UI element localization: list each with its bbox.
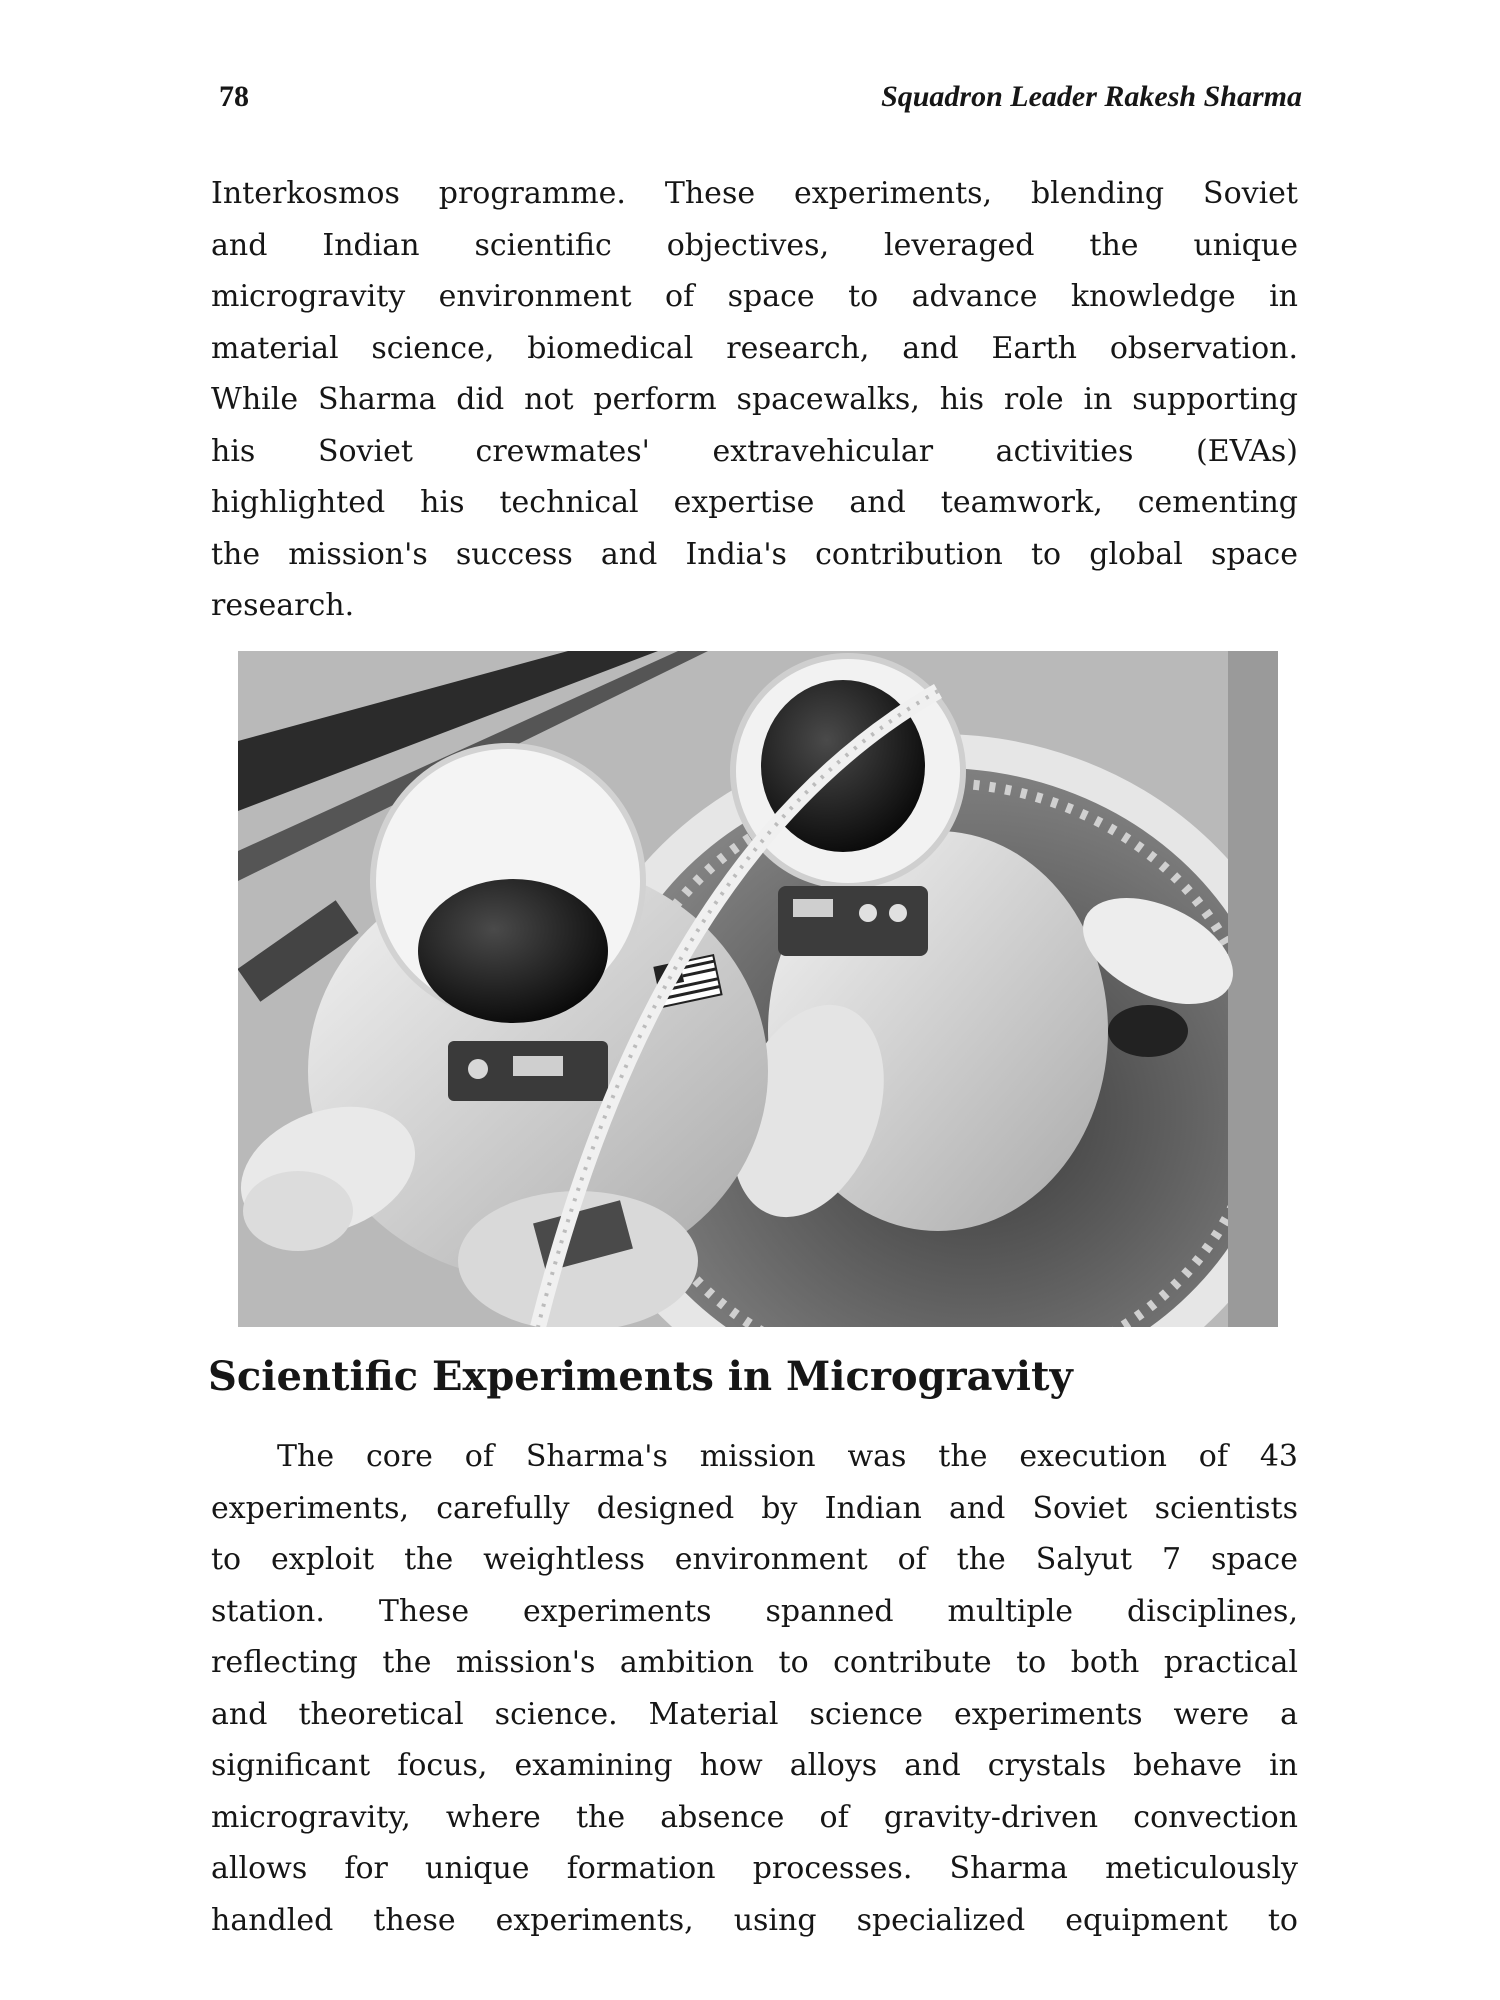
- glove: [1108, 1005, 1188, 1057]
- control-knob: [468, 1059, 488, 1079]
- control-display: [513, 1056, 563, 1076]
- intro-paragraph: [211, 168, 1298, 632]
- text-line: The core of Sharma's mission was the execution of 43: [277, 1439, 1298, 1474]
- text-line: Interkosmos programme. These experiments, blending Soviet: [211, 176, 1298, 211]
- text-line: microgravity environment of space to advance knowledge in: [211, 279, 1298, 314]
- text-line: material science, biomedical research, and Earth observation.: [211, 330, 1298, 366]
- text-line: station. These experiments spanned multiple disciplines,: [211, 1593, 1298, 1629]
- text-line: While Sharma did not perform spacewalks, his role in supporting: [211, 382, 1298, 417]
- control-knob: [859, 904, 877, 922]
- text-line: research.: [211, 588, 355, 623]
- text-line: experiments, carefully designed by Indian and Soviet scientists: [211, 1490, 1298, 1526]
- control-display: [793, 899, 833, 917]
- glove: [243, 1171, 353, 1251]
- text-line: the mission's success and India's contribution to global space: [211, 536, 1298, 572]
- text-line: highlighted his technical expertise and teamwork, cementing: [211, 485, 1298, 520]
- astronauts-photo: [238, 651, 1278, 1327]
- text-line: significant focus, examining how alloys and crystals behave in: [211, 1748, 1298, 1783]
- text-line: allows for unique formation processes. Sharma meticulously: [211, 1851, 1298, 1886]
- text-line: and theoretical science. Material science experiments were a: [211, 1696, 1298, 1732]
- control-knob: [889, 904, 907, 922]
- text-line: handled these experiments, using specialized equipment to: [211, 1902, 1298, 1938]
- running-title: Squadron Leader Rakesh Sharma: [881, 80, 1302, 113]
- text-line: reflecting the mission's ambition to contribute to both practical: [211, 1645, 1298, 1680]
- text-line: and Indian scientific objectives, leveraged the unique: [211, 227, 1298, 263]
- text-line: his Soviet crewmates' extravehicular activities (EVAs): [211, 433, 1298, 469]
- visor: [418, 879, 608, 1023]
- page-number: 78: [219, 80, 249, 113]
- page-header: [0, 80, 1500, 120]
- text-line: microgravity, where the absence of gravity-driven convection: [211, 1799, 1298, 1835]
- astronauts-photo-illustration: [238, 651, 1278, 1327]
- section-title: Scientific Experiments in Microgravity: [208, 1353, 1073, 1400]
- text-line: to exploit the weightless environment of the Salyut 7 space: [211, 1542, 1298, 1577]
- section-paragraph: [211, 1431, 1298, 1946]
- wall-edge: [1228, 651, 1278, 1327]
- chest-control-unit: [778, 886, 928, 956]
